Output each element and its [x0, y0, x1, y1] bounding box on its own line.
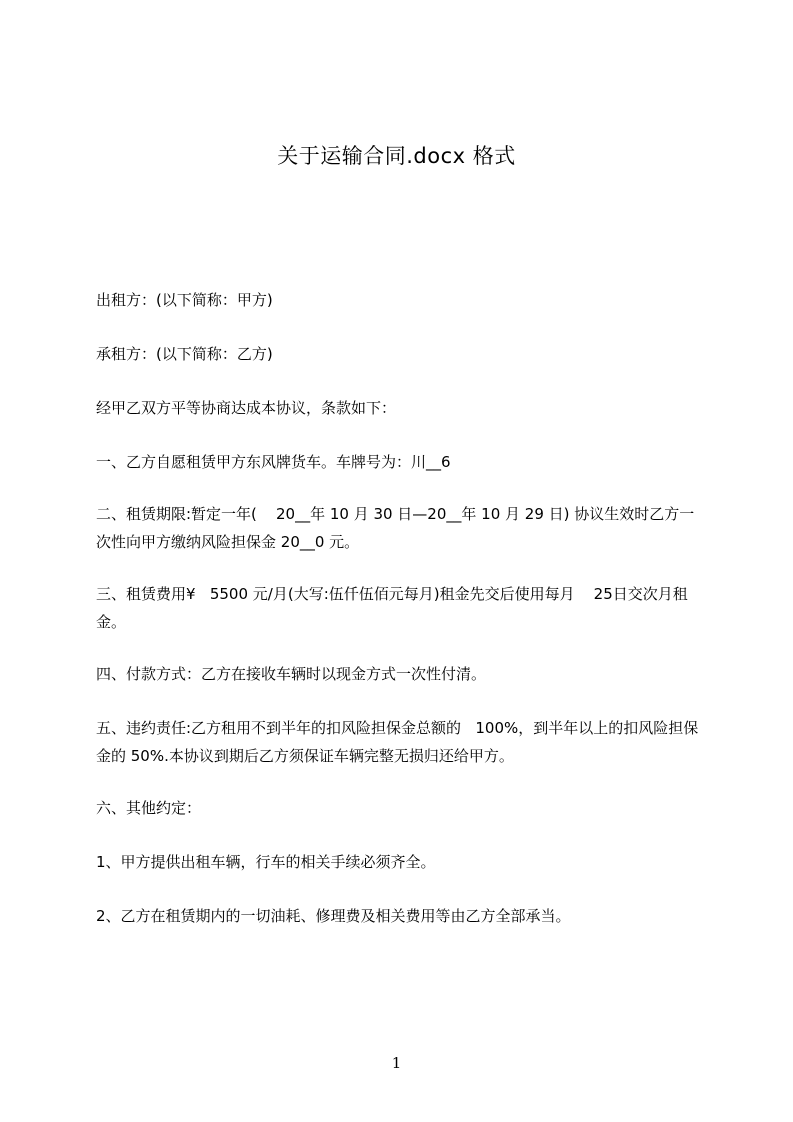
page-number: 1: [391, 1054, 402, 1072]
paragraph-lessee: 承租方：(以下简称：乙方): [96, 345, 273, 363]
paragraph-lessor: 出租方：(以下简称：甲方): [96, 291, 273, 309]
clause-1: 一、乙方自愿租赁甲方东风牌货车。车牌号为：川__6: [96, 453, 451, 471]
clause-6-item-2: 2、乙方在租赁期内的一切油耗、修理费及相关费用等由乙方全部承当。: [96, 907, 571, 925]
clause-6-heading: 六、其他约定：: [96, 799, 202, 817]
clause-2: 二、租赁期限:暂定一年( 20__年 10 月 30 日—20__年 10 月 29 日) 协议生效时乙方一次性向甲方缴纳风险担保金 20__0 元。: [96, 505, 695, 551]
clause-5: 五、违约责任:乙方租用不到半年的扣风险担保金总额的 100%，到半年以上的扣风险担保金的 50%.本协议到期后乙方须保证车辆完整无损归还给甲方。: [96, 719, 699, 765]
clause-3: 三、租赁费用¥ 5500 元/月(大写:伍仟伍佰元每月)租金先交后使用每月 25日交次月租金。: [96, 585, 688, 631]
document-title: 关于运输合同.docx 格式: [277, 144, 516, 168]
paragraph-preamble: 经甲乙双方平等协商达成本协议，条款如下：: [96, 399, 397, 417]
clause-6-item-1: 1、甲方提供出租车辆，行车的相关手续必须齐全。: [96, 853, 436, 871]
clause-4: 四、付款方式：乙方在接收车辆时以现金方式一次性付清。: [96, 665, 487, 683]
